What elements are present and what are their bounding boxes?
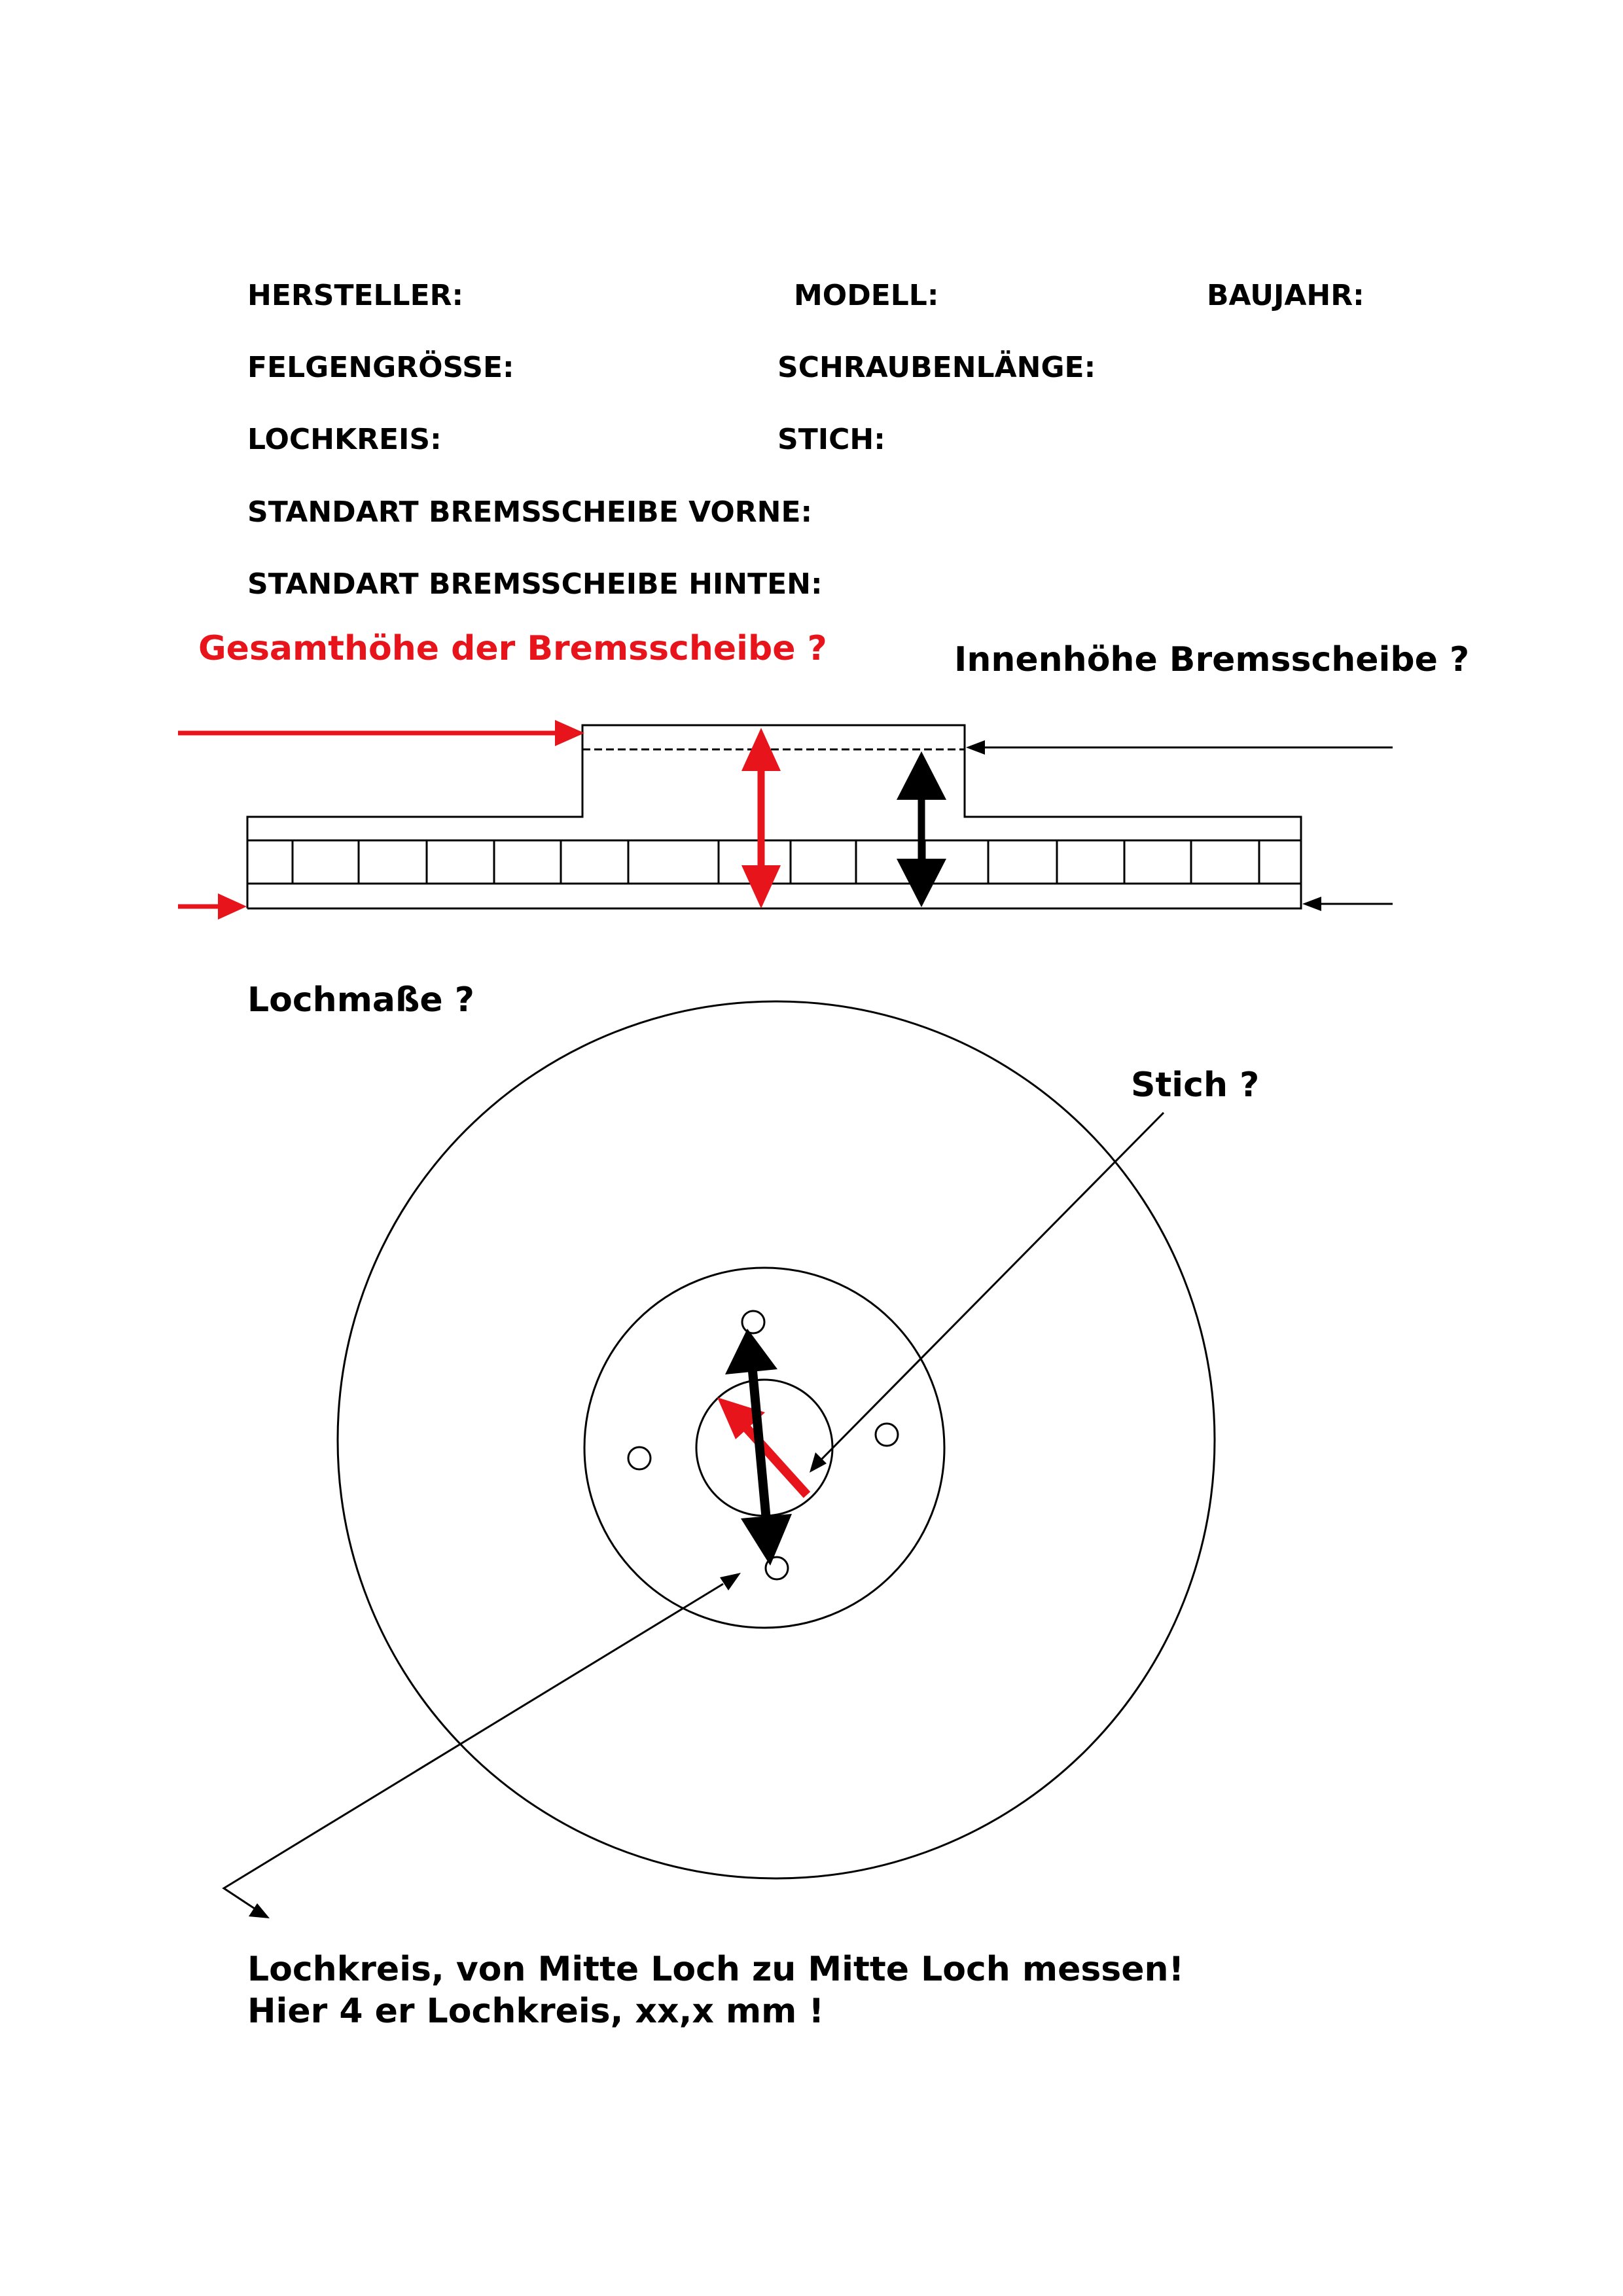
innenhoehe-label: Innenhöhe Bremsscheibe ? (954, 640, 1470, 679)
lochkreis-note-line1: Lochkreis, von Mitte Loch zu Mitte Loch messen! (247, 1950, 1185, 1989)
brake-disc-side-view (247, 725, 1301, 908)
vent-dividers (293, 840, 1259, 884)
baujahr-label: BAUJAHR: (1207, 279, 1364, 312)
felgengroesse-label: FELGENGRÖSSE: (247, 351, 514, 384)
stich-leader-line (810, 1113, 1164, 1473)
stich-callout-label: Stich ? (1131, 1066, 1260, 1105)
gesamthoehe-pointer-arrows (178, 720, 584, 920)
innenhoehe-pointer-arrows (966, 740, 1393, 911)
bolt-hole-top (742, 1311, 764, 1333)
lochkreis-note-line2: Hier 4 er Lochkreis, xx,x mm ! (247, 1992, 825, 2031)
standart-vorne-label: STANDART BREMSSCHEIBE VORNE: (247, 495, 813, 529)
gesamthoehe-double-arrow (741, 728, 781, 908)
bolt-hole-left (628, 1447, 651, 1469)
schraubenlaenge-label: SCHRAUBENLÄNGE: (777, 351, 1096, 384)
lochkreis-leader-line (224, 1573, 741, 1918)
lochkreis-double-arrow (725, 1329, 792, 1566)
lochkreis-label: LOCHKREIS: (247, 423, 442, 456)
disc-hat-outline (247, 725, 1301, 908)
bolt-hole-right (876, 1424, 898, 1446)
modell-label: MODELL: (794, 279, 939, 312)
brake-disc-top-view (338, 1001, 1215, 1878)
stich-label: STICH: (777, 423, 885, 456)
disc-outer-circle (338, 1001, 1215, 1878)
standart-hinten-label: STANDART BREMSSCHEIBE HINTEN: (247, 567, 823, 601)
gesamthoehe-label: Gesamthöhe der Bremsscheibe ? (198, 629, 827, 668)
lochmasse-label: Lochmaße ? (247, 980, 474, 1020)
hersteller-label: HERSTELLER: (247, 279, 464, 312)
